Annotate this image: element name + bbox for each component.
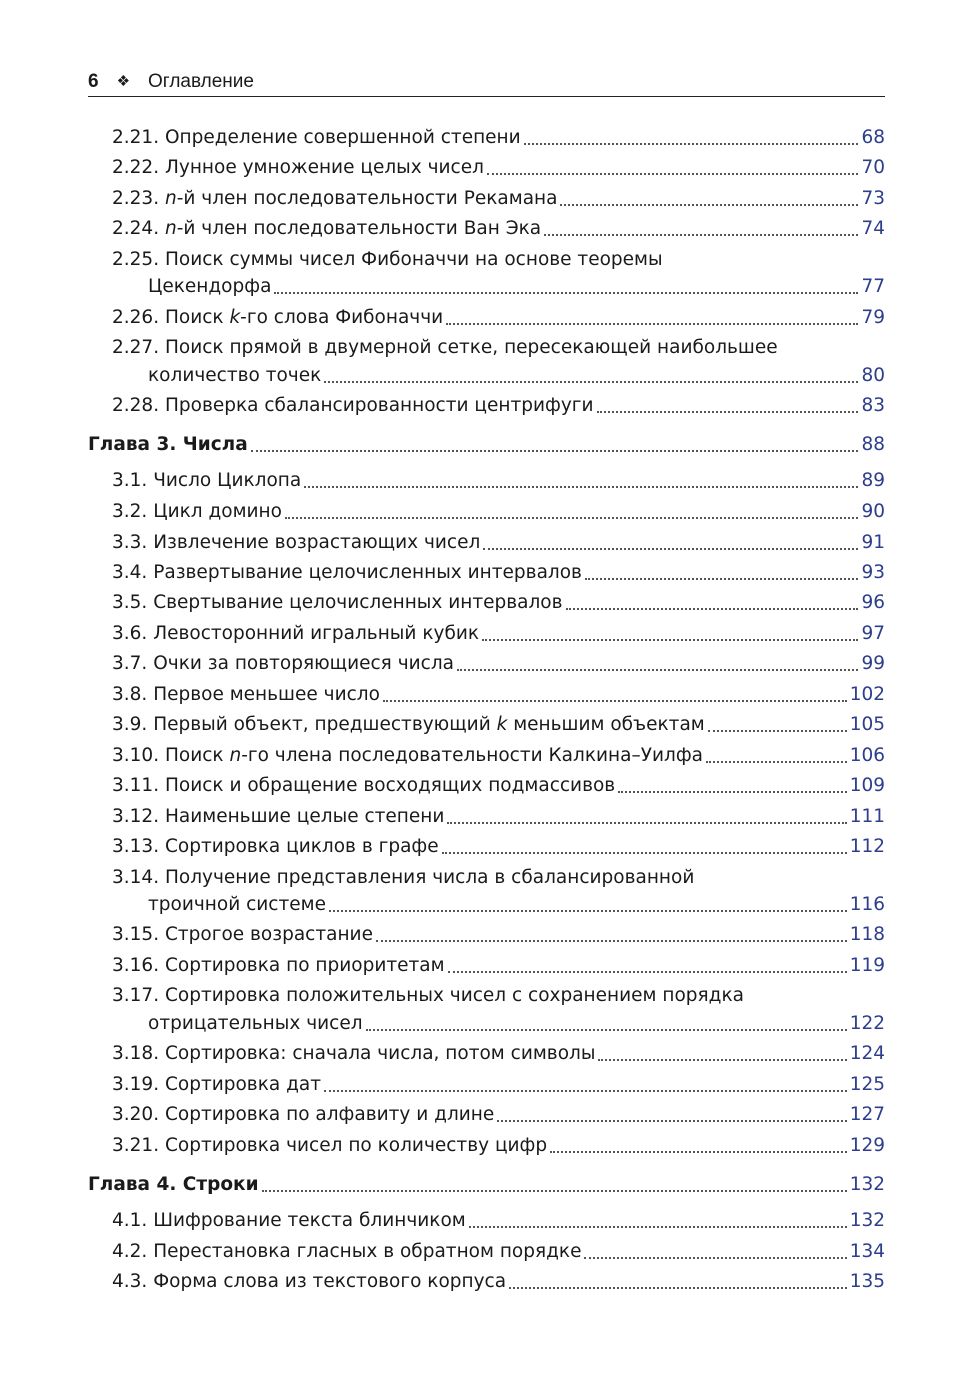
dot-leader	[262, 1190, 847, 1192]
page-number-link[interactable]: 124	[849, 1043, 885, 1064]
section-number: 2.28.	[112, 395, 160, 416]
section-title	[112, 124, 521, 152]
section-number: 2.26.	[112, 307, 160, 328]
section-title	[112, 620, 479, 648]
section-number: 3.14.	[112, 867, 160, 888]
section-title	[112, 1101, 494, 1129]
page-number-link[interactable]: 70	[861, 157, 885, 178]
section-title-text: Свертывание целочисленных интервалов	[153, 592, 563, 613]
section-title	[112, 833, 439, 861]
section-title-text: Получение представления числа в сбалансированной	[164, 867, 695, 888]
section-number: 4.2.	[112, 1241, 148, 1262]
dot-leader	[383, 700, 847, 702]
section-title	[112, 1132, 547, 1160]
dot-leader	[447, 822, 846, 824]
page-number-link[interactable]: 132	[849, 1174, 885, 1195]
section-number: 3.1.	[112, 470, 148, 491]
dot-leader	[448, 971, 847, 973]
page-number-link[interactable]: 112	[849, 836, 885, 857]
section-title-text-rest: -й член последовательности Рекамана	[176, 188, 558, 209]
section-number: 3.2.	[112, 501, 148, 522]
section-title-text-rest: меньшим объектам	[507, 714, 705, 735]
section-title	[112, 803, 444, 831]
toc-section-row[interactable]	[112, 215, 885, 243]
toc-chapter-row[interactable]	[88, 431, 885, 459]
dot-leader	[469, 1226, 847, 1228]
dot-leader	[566, 608, 859, 610]
toc-section-row[interactable]	[112, 1101, 885, 1129]
toc-section-first-line[interactable]	[112, 982, 744, 1010]
page-number-link[interactable]: 129	[849, 1135, 885, 1156]
section-number: 2.25.	[112, 249, 160, 270]
page-number-link[interactable]: 119	[849, 955, 885, 976]
toc-section-row[interactable]	[112, 304, 885, 332]
page-number: 6	[88, 71, 99, 92]
section-number: 3.15.	[112, 924, 160, 945]
section-title-text: Сортировка положительных чисел с сохранением порядка	[164, 985, 744, 1006]
chapter-title: Глава 4. Строки	[88, 1174, 259, 1195]
section-title-text: Развертывание целочисленных интервалов	[153, 562, 582, 583]
dot-leader	[324, 1090, 847, 1092]
page-number-link[interactable]: 118	[849, 924, 885, 945]
section-title-text: Число Циклопа	[153, 470, 302, 491]
toc-section-first-line[interactable]	[112, 246, 663, 274]
dot-leader	[550, 1151, 847, 1153]
section-title-text: Сортировка по алфавиту и длине	[164, 1104, 495, 1125]
toc-section-row[interactable]	[112, 952, 885, 980]
page-number-link[interactable]: 99	[861, 653, 885, 674]
toc-section-row[interactable]	[112, 1132, 885, 1160]
toc-section-row[interactable]	[112, 803, 885, 831]
toc-section-row[interactable]	[112, 681, 885, 709]
section-title	[112, 650, 454, 678]
section-title-text: Очки за повторяющиеся числа	[153, 653, 454, 674]
section-title-variable: n	[229, 745, 242, 766]
section-number: 3.3.	[112, 532, 148, 553]
section-title	[112, 529, 480, 557]
toc-section-first-line[interactable]	[112, 864, 694, 892]
section-number: 3.20.	[112, 1104, 160, 1125]
toc-section-row[interactable]	[112, 589, 885, 617]
section-title-text-rest: -го члена последовательности Калкина–Уилфа	[241, 745, 703, 766]
page-number-link[interactable]: 79	[861, 307, 885, 328]
page-number-link[interactable]: 106	[849, 745, 885, 766]
section-title-variable: k	[496, 714, 508, 735]
dot-leader	[285, 517, 858, 519]
dot-leader	[376, 940, 847, 942]
page-number-link[interactable]: 97	[861, 623, 885, 644]
dot-leader	[442, 852, 847, 854]
section-title	[112, 589, 563, 617]
page-number-link[interactable]: 109	[849, 775, 885, 796]
dot-leader	[585, 578, 859, 580]
dot-leader	[483, 548, 858, 550]
section-title	[112, 498, 282, 526]
section-number: 3.9.	[112, 714, 148, 735]
toc-section-row-continuation[interactable]	[148, 362, 885, 390]
chapter-title: Глава 3. Числа	[88, 434, 248, 455]
section-number: 3.18.	[112, 1043, 160, 1064]
page-number-link[interactable]: 135	[849, 1271, 885, 1292]
toc-section-row[interactable]	[112, 392, 885, 420]
toc-section-row[interactable]	[112, 1071, 885, 1099]
toc-section-row[interactable]	[112, 498, 885, 526]
section-number: 3.7.	[112, 653, 148, 674]
dot-leader	[487, 173, 859, 175]
page-number-link[interactable]: 122	[849, 1013, 885, 1034]
section-number: 2.23.	[112, 188, 160, 209]
section-title-text: Определение совершенной степени	[164, 127, 521, 148]
section-number: 4.3.	[112, 1271, 148, 1292]
toc-section-row[interactable]	[112, 1238, 885, 1266]
section-title	[112, 742, 703, 770]
section-number: 3.12.	[112, 806, 160, 827]
section-title	[112, 467, 301, 495]
dot-leader	[482, 639, 858, 641]
running-header-title: Оглавление	[148, 71, 254, 92]
ornament-icon: ❖	[116, 73, 131, 90]
dot-leader	[446, 323, 858, 325]
section-title-continuation: отрицательных чисел	[148, 1013, 363, 1034]
section-number: 2.27.	[112, 337, 160, 358]
section-number: 3.16.	[112, 955, 160, 976]
dot-leader	[618, 791, 846, 793]
section-number: 3.13.	[112, 836, 160, 857]
toc-section-row[interactable]	[112, 1040, 885, 1068]
page-number-link[interactable]: 127	[849, 1104, 885, 1125]
section-title-variable: n	[164, 218, 177, 239]
section-number: 3.5.	[112, 592, 148, 613]
section-number: 3.4.	[112, 562, 148, 583]
toc-section-row-continuation[interactable]	[148, 273, 885, 301]
toc-section-row[interactable]	[112, 1207, 885, 1235]
section-title-text: Шифрование текста блинчиком	[153, 1210, 466, 1231]
page-number-link[interactable]: 88	[861, 434, 885, 455]
section-number: 2.21.	[112, 127, 160, 148]
section-title-text: Сортировка: сначала числа, потом символы	[164, 1043, 596, 1064]
toc-section-row[interactable]	[112, 833, 885, 861]
section-number: 3.11.	[112, 775, 160, 796]
section-number: 4.1.	[112, 1210, 148, 1231]
section-title-text: Перестановка гласных в обратном порядке	[153, 1241, 582, 1262]
dot-leader	[366, 1029, 847, 1031]
dot-leader	[706, 761, 847, 763]
section-number: 2.24.	[112, 218, 160, 239]
section-title-continuation: Цекендорфа	[148, 276, 272, 297]
dot-leader	[329, 910, 847, 912]
section-title	[112, 711, 705, 739]
dot-leader	[304, 486, 858, 488]
dot-leader	[324, 381, 858, 383]
section-title-text: Строгое возрастание	[164, 924, 373, 945]
section-number: 3.21.	[112, 1135, 160, 1156]
page-number-link[interactable]: 105	[849, 714, 885, 735]
dot-leader	[598, 1059, 846, 1061]
page-number-link[interactable]: 74	[861, 218, 885, 239]
dot-leader	[544, 234, 858, 236]
page-number-link[interactable]: 125	[849, 1074, 885, 1095]
section-title-text: Сортировка чисел по количеству цифр	[164, 1135, 548, 1156]
section-number: 3.8.	[112, 684, 148, 705]
section-title-text: Сортировка дат	[164, 1074, 322, 1095]
page-number-link[interactable]: 102	[849, 684, 885, 705]
toc-section-row[interactable]	[112, 124, 885, 152]
page-number-link[interactable]: 116	[849, 894, 885, 915]
section-title-text-rest: -го слова Фибоначчи	[240, 307, 444, 328]
dot-leader	[457, 669, 858, 671]
dot-leader	[509, 1287, 847, 1289]
dot-leader	[497, 1120, 846, 1122]
dot-leader	[597, 411, 859, 413]
page-number-link[interactable]: 90	[861, 501, 885, 522]
toc-section-row[interactable]	[112, 650, 885, 678]
toc-section-row[interactable]	[112, 772, 885, 800]
section-title-variable: k	[229, 307, 241, 328]
section-title	[112, 681, 380, 709]
page-number-link[interactable]: 68	[861, 127, 885, 148]
section-title-text: Поиск	[164, 307, 230, 328]
section-title-text: Наименьшие целые степени	[164, 806, 445, 827]
section-title-text: Левосторонний игральный кубик	[153, 623, 480, 644]
toc-section-row[interactable]	[112, 620, 885, 648]
section-number: 3.19.	[112, 1074, 160, 1095]
toc-section-row[interactable]	[112, 154, 885, 182]
page-number-link[interactable]: 83	[861, 395, 885, 416]
section-title	[112, 772, 615, 800]
toc-section-row[interactable]	[112, 711, 885, 739]
section-title-text: Первое меньшее число	[153, 684, 380, 705]
page-number-link[interactable]: 89	[861, 470, 885, 491]
section-title-text: Поиск и обращение восходящих подмассивов	[164, 775, 616, 796]
section-title-text: Сортировка циклов в графе	[164, 836, 439, 857]
toc-section-row[interactable]	[112, 529, 885, 557]
section-number: 3.17.	[112, 985, 160, 1006]
section-title	[112, 215, 541, 243]
dot-leader	[274, 292, 858, 294]
toc-section-row-continuation[interactable]	[148, 1010, 885, 1038]
section-title	[112, 1071, 321, 1099]
section-title-text: Поиск прямой в двумерной сетке, пересекающей наибольшее	[164, 337, 778, 358]
section-title	[112, 1268, 506, 1296]
section-title	[112, 921, 373, 949]
page-number-link[interactable]: 93	[861, 562, 885, 583]
section-title-text: Первый объект, предшествующий	[153, 714, 497, 735]
section-title	[112, 559, 582, 587]
toc-section-row[interactable]	[112, 1268, 885, 1296]
page-number-link[interactable]: 91	[861, 532, 885, 553]
page-number-link[interactable]: 134	[849, 1241, 885, 1262]
page-number-link[interactable]: 80	[861, 365, 885, 386]
page-number-link[interactable]: 77	[861, 276, 885, 297]
page-number-link[interactable]: 96	[861, 592, 885, 613]
section-title	[112, 154, 484, 182]
section-title	[112, 952, 445, 980]
toc-section-row-continuation[interactable]	[148, 891, 885, 919]
section-number: 3.6.	[112, 623, 148, 644]
section-title	[112, 304, 443, 332]
dot-leader	[251, 450, 859, 452]
toc-section-row[interactable]	[112, 467, 885, 495]
section-title	[112, 1207, 466, 1235]
toc-section-row[interactable]	[112, 921, 885, 949]
section-title	[112, 185, 557, 213]
page-number-link[interactable]: 132	[849, 1210, 885, 1231]
toc-section-row[interactable]	[112, 559, 885, 587]
section-title	[112, 1040, 595, 1068]
section-title-variable: n	[164, 188, 177, 209]
section-title-text: Лунное умножение целых чисел	[164, 157, 484, 178]
section-number: 2.22.	[112, 157, 160, 178]
toc-chapter-row[interactable]	[88, 1171, 885, 1199]
page-number-link[interactable]: 111	[849, 806, 885, 827]
dot-leader	[524, 143, 859, 145]
section-number: 3.10.	[112, 745, 160, 766]
section-title-continuation: количество точек	[148, 365, 322, 386]
section-title-text-rest: -й член последовательности Ван Эка	[176, 218, 542, 239]
toc-section-first-line[interactable]	[112, 334, 778, 362]
dot-leader	[560, 204, 858, 206]
section-title-text: Цикл домино	[153, 501, 282, 522]
section-title	[112, 1238, 581, 1266]
section-title-text: Форма слова из текстового корпуса	[153, 1271, 507, 1292]
toc-section-row[interactable]	[112, 185, 885, 213]
page-number-link[interactable]: 73	[861, 188, 885, 209]
toc-section-row[interactable]	[112, 742, 885, 770]
section-title-text: Извлечение возрастающих чисел	[153, 532, 481, 553]
section-title-continuation: троичной системе	[148, 894, 326, 915]
dot-leader	[584, 1257, 846, 1259]
section-title-text: Поиск	[164, 745, 230, 766]
section-title-text: Сортировка по приоритетам	[164, 955, 445, 976]
section-title-text: Проверка сбалансированности центрифуги	[164, 395, 594, 416]
section-title-text: Поиск суммы чисел Фибоначчи на основе теоремы	[164, 249, 663, 270]
dot-leader	[708, 730, 847, 732]
section-title	[112, 392, 594, 420]
